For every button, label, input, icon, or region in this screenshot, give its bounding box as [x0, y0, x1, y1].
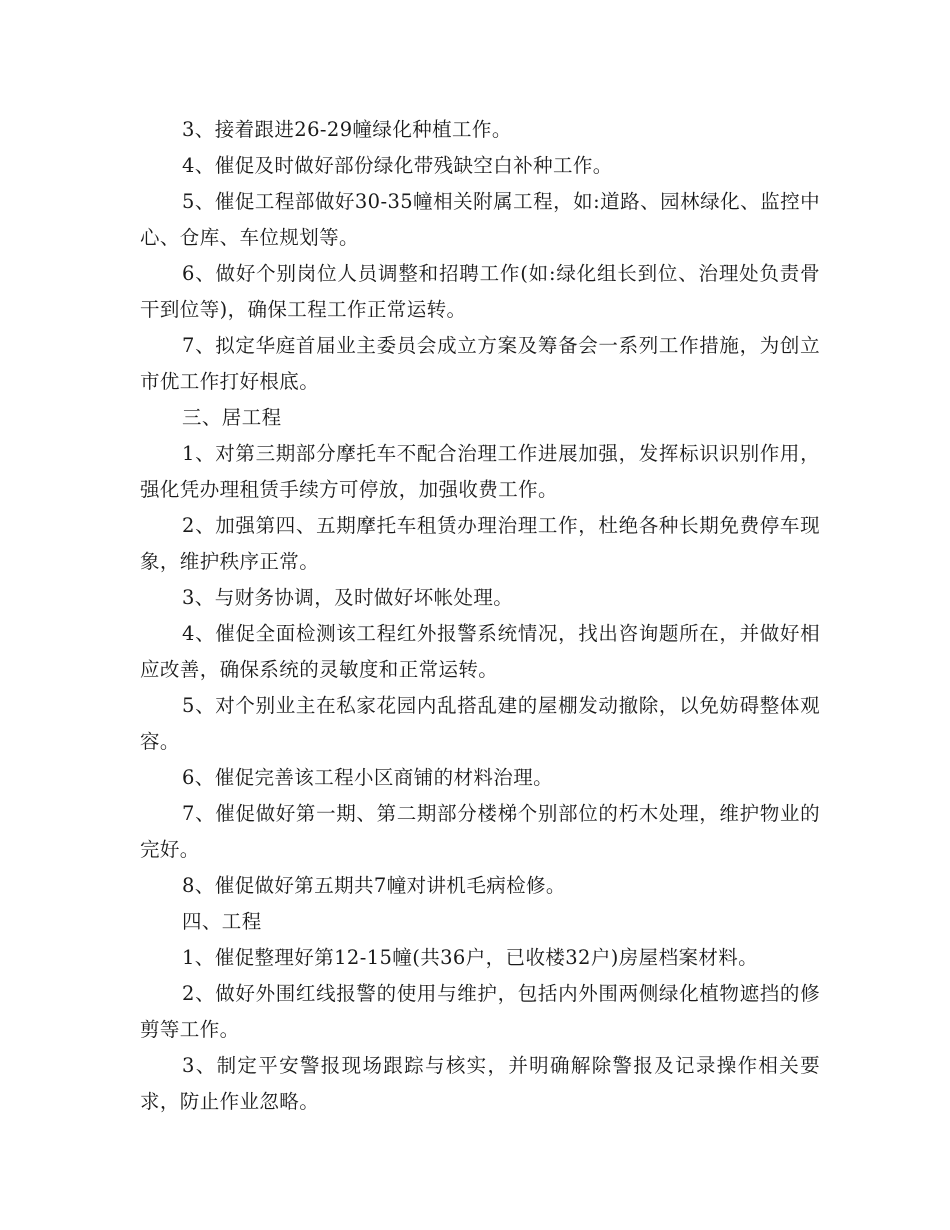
paragraph: 1、催促整理好第12-15幢(共36户，已收楼32户)房屋档案材料。 [182, 946, 759, 969]
document-body [140, 112, 820, 1120]
paragraph: 3、接着跟进26-29幢绿化种植工作。 [182, 118, 512, 141]
paragraph: 7、拟定华庭首届业主委员会成立方案及筹备会一系列工作措施，为创立市优工作打好根底。 [140, 334, 820, 393]
paragraph: 5、对个别业主在私家花园内乱搭乱建的屋棚发动撤除，以免妨碍整体观容。 [140, 694, 820, 753]
paragraph: 5、催促工程部做好30-35幢相关附属工程，如:道路、园林绿化、监控中心、仓库、车位规划等。 [140, 190, 820, 249]
paragraph: 4、催促全面检测该工程红外报警系统情况，找出咨询题所在，并做好相应改善，确保系统的灵敏度和正常运转。 [140, 622, 820, 681]
paragraph: 4、催促及时做好部份绿化带残缺空白补种工作。 [182, 154, 613, 177]
paragraph: 8、催促做好第五期共7幢对讲机毛病检修。 [182, 874, 566, 897]
paragraph: 7、催促做好第一期、第二期部分楼梯个别部位的朽木处理，维护物业的完好。 [140, 802, 820, 861]
paragraph: 6、做好个别岗位人员调整和招聘工作(如:绿化组长到位、治理处负责骨干到位等)，确保工程工作正常运转。 [140, 262, 820, 321]
paragraph: 6、催促完善该工程小区商铺的材料治理。 [182, 766, 554, 789]
paragraph: 2、加强第四、五期摩托车租赁办理治理工作，杜绝各种长期免费停车现象，维护秩序正常。 [140, 514, 820, 573]
section-heading: 四、工程 [182, 910, 262, 933]
paragraph: 3、制定平安警报现场跟踪与核实，并明确解除警报及记录操作相关要求，防止作业忽略。 [140, 1054, 820, 1113]
section-heading: 三、居工程 [182, 406, 282, 429]
paragraph: 1、对第三期部分摩托车不配合治理工作进展加强，发挥标识识别作用，强化凭办理租赁手续方可停放，加强收费工作。 [140, 442, 820, 501]
paragraph: 2、做好外围红线报警的使用与维护，包括内外围两侧绿化植物遮挡的修剪等工作。 [140, 982, 820, 1041]
paragraph: 3、与财务协调，及时做好坏帐处理。 [182, 586, 514, 609]
